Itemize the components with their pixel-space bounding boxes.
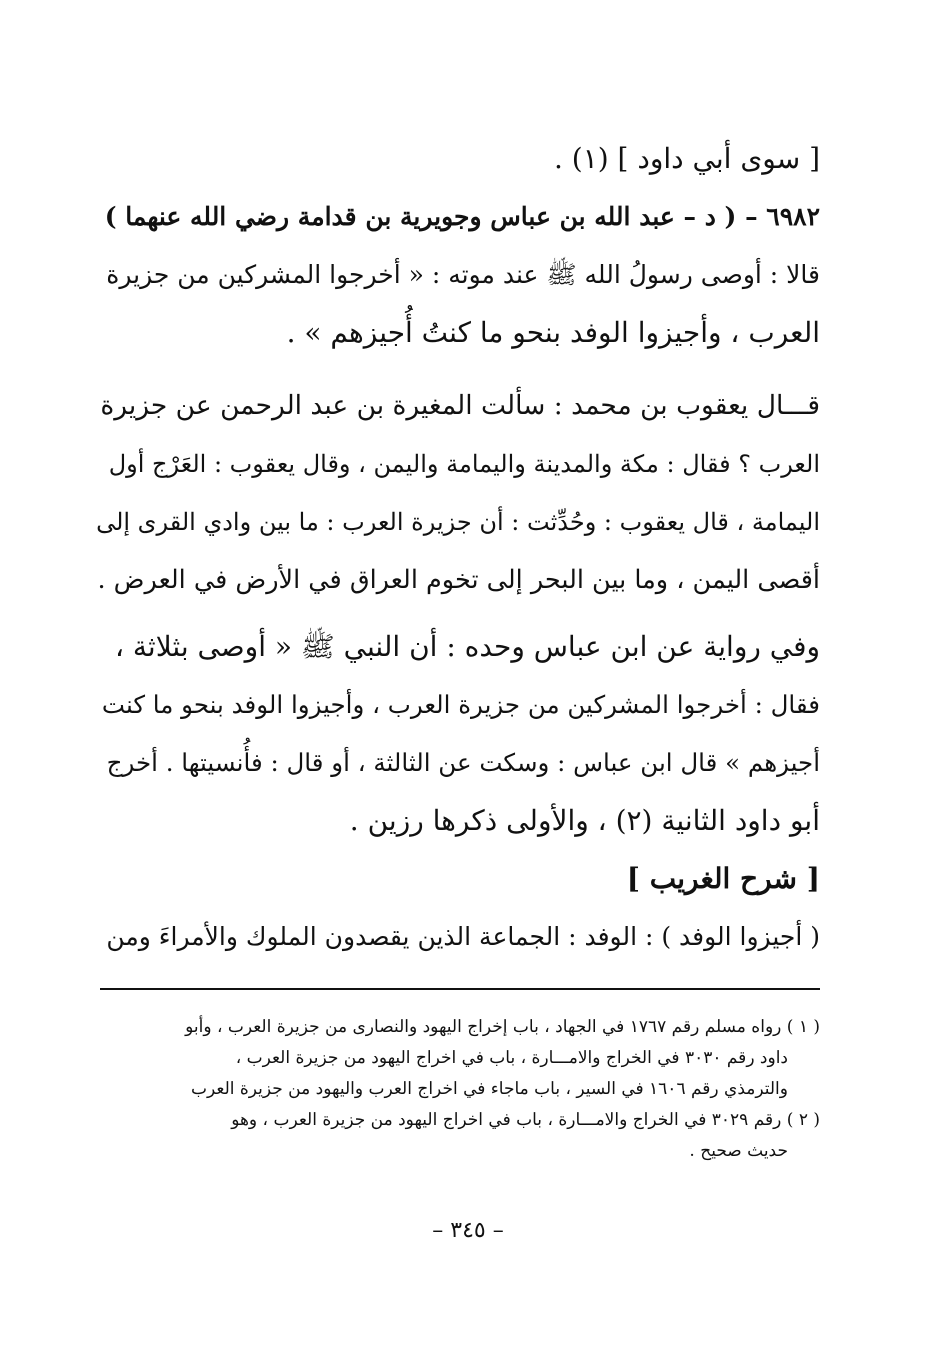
footnote-divider [100, 988, 820, 990]
footnotes [95, 1012, 820, 1167]
text-line-8: أقصى اليمن ، وما بين البحر إلى تخوم العراق في الأرض في العرض . [97, 565, 820, 595]
footnote-2-line-2: حديث صحيح . [689, 1141, 788, 1161]
main-text-block-1 [95, 130, 820, 362]
page-number: – ٣٤٥ – [432, 1218, 504, 1243]
text-line-1: [ سوى أبي داود ] (١) . [553, 142, 820, 175]
text-line-5: قـــال يعقوب بن محمد : سألت المغيرة بن عبد الرحمن عن جزيرة [100, 390, 820, 421]
text-line-14: ( أجيزوا الوفد ) : الوفد : الجماعة الذين يقصدون الملوك والأمراءَ ومن [106, 922, 820, 951]
text-line-12: أبو داود الثانية (٢) ، والأولى ذكرها رزين . [349, 804, 820, 837]
footnote-2-line-1: ( ٢ ) رقم ٣٠٢٩ في الخراج والامـــارة ، باب في اخراج اليهود من جزيرة العرب ، وهو [231, 1110, 820, 1130]
main-text-block-3 [95, 618, 820, 966]
hadith-heading: ٦٩٨٢ – ( د – عبد الله بن عباس وجويرية بن قدامة رضي الله عنهما ) [104, 202, 820, 231]
text-line-11: أجيزهم » قال ابن عباس : وسكت عن الثالثة ، أو قال : فأُنسيتها . أخرج [106, 748, 820, 777]
text-line-6: العرب ؟ فقال : مكة والمدينة واليمامة واليمن ، وقال يعقوب : العَرْج أول [108, 450, 820, 478]
footnote-1-line-1: ( ١ ) رواه مسلم رقم ١٧٦٧ في الجهاد ، باب إخراج اليهود والنصارى من جزيرة العرب ، وأبو [185, 1017, 820, 1037]
text-line-3: قالا : أوصى رسولُ الله ﷺ عند موته : « أخرجوا المشركين من جزيرة [106, 260, 820, 289]
text-line-7: اليمامة ، قال يعقوب : وحُدِّثت : أن جزيرة العرب : ما بين وادي القرى إلى [96, 508, 820, 536]
main-text-block-2 [95, 377, 820, 609]
footnote-1-line-2: داود رقم ٣٠٣٠ في الخراج والامـــارة ، باب في اخراج اليهود من جزيرة العرب ، [235, 1048, 788, 1068]
text-line-4: العرب ، وأجيزوا الوفد بنحو ما كنتُ أُجيزهم » . [286, 316, 820, 349]
text-line-10: فقال : أخرجوا المشركين من جزيرة العرب ، وأجيزوا الوفد بنحو ما كنت [101, 690, 820, 719]
text-line-9: وفي رواية عن ابن عباس وحده : أن النبي ﷺ « أوصى بثلاثة ، [114, 630, 820, 663]
footnote-1-line-3: والترمذي رقم ١٦٠٦ في السير ، باب ماجاء في اخراج العرب واليهود من جزيرة العرب [190, 1079, 788, 1099]
section-heading-gharib: [ شرح الغريب ] [626, 862, 820, 895]
